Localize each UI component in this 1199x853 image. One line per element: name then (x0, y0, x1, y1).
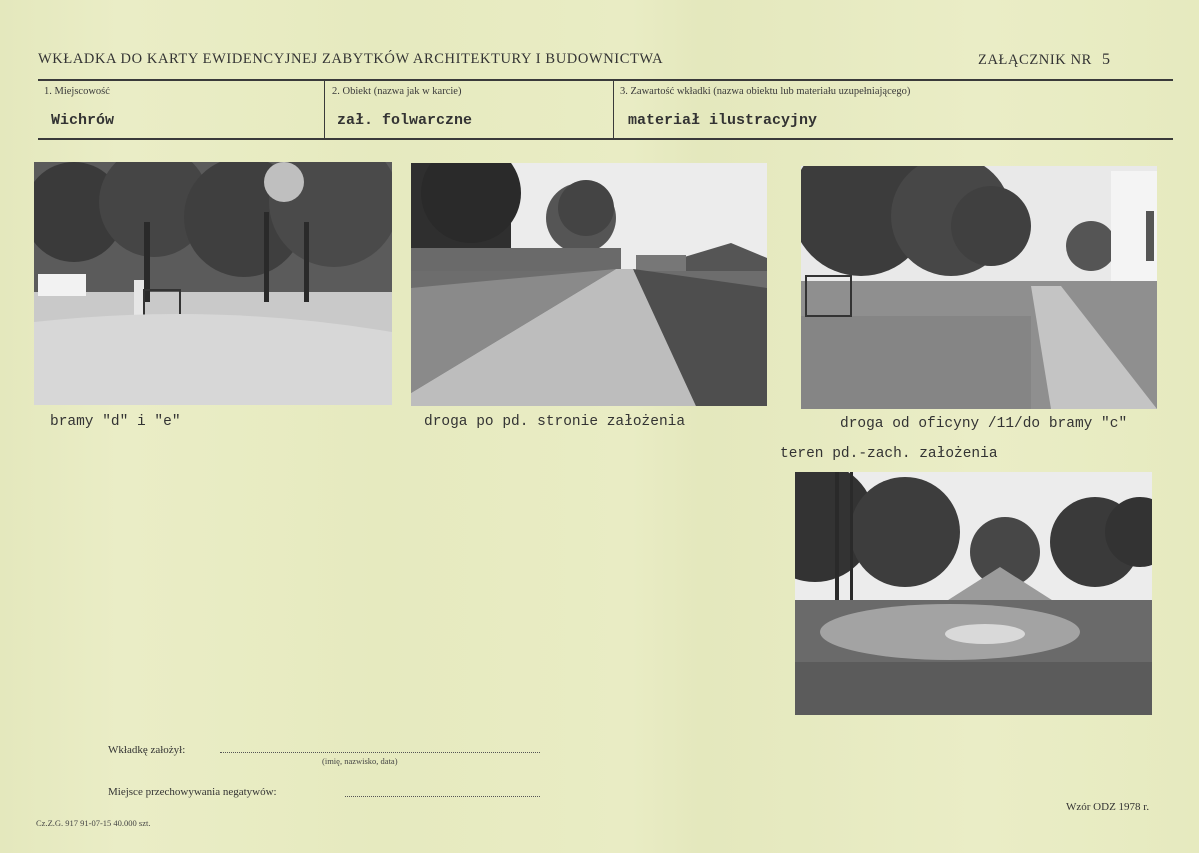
made-by-label: Wkładkę założył: (108, 744, 186, 756)
template-code: Wzór ODZ 1978 r. (1066, 801, 1150, 813)
location-value: Wichrów (51, 112, 115, 129)
photo-southwest-grounds (795, 472, 1152, 715)
attachment-number: 5 (1101, 51, 1111, 68)
print-code: Cz.Z.G. 917 91-07-15 40.000 szt. (36, 818, 151, 828)
content-value: materiał ilustracyjny (628, 112, 818, 129)
photo-gates (34, 162, 392, 405)
content-label: 3. Zawartość wkładki (nazwa obiektu lub materiału uzupełniającego) (620, 86, 911, 97)
attachment-label: ZAŁĄCZNIK NR (978, 52, 1092, 68)
made-by-hint: (imię, nazwisko, data) (322, 756, 398, 766)
document-title: WKŁADKA DO KARTY EWIDENCYJNEJ ZABYTKÓW ARCHITEKTURY I BUDOWNICTWA (38, 51, 664, 67)
negatives-line (345, 796, 540, 797)
caption-road-annex: droga od oficyny /11/do bramy "c" (840, 416, 1128, 432)
top-rule (38, 79, 1173, 81)
location-label: 1. Miejscowość (44, 86, 110, 97)
photo-road-annex (801, 166, 1157, 409)
object-label: 2. Obiekt (nazwa jak w karcie) (332, 86, 462, 97)
field-divider-2 (613, 81, 614, 138)
made-by-line (220, 752, 540, 753)
field-divider-1 (324, 81, 325, 138)
negatives-label: Miejsce przechowywania negatywów: (108, 786, 277, 798)
object-value: zał. folwarczne (337, 112, 473, 129)
caption-gates: bramy "d" i "e" (50, 414, 181, 430)
caption-road-south: droga po pd. stronie założenia (424, 414, 686, 430)
bottom-rule (38, 138, 1173, 140)
attachment-heading (978, 51, 1111, 69)
caption-southwest-grounds: teren pd.-zach. założenia (780, 446, 998, 462)
photo-road-south (411, 163, 767, 406)
